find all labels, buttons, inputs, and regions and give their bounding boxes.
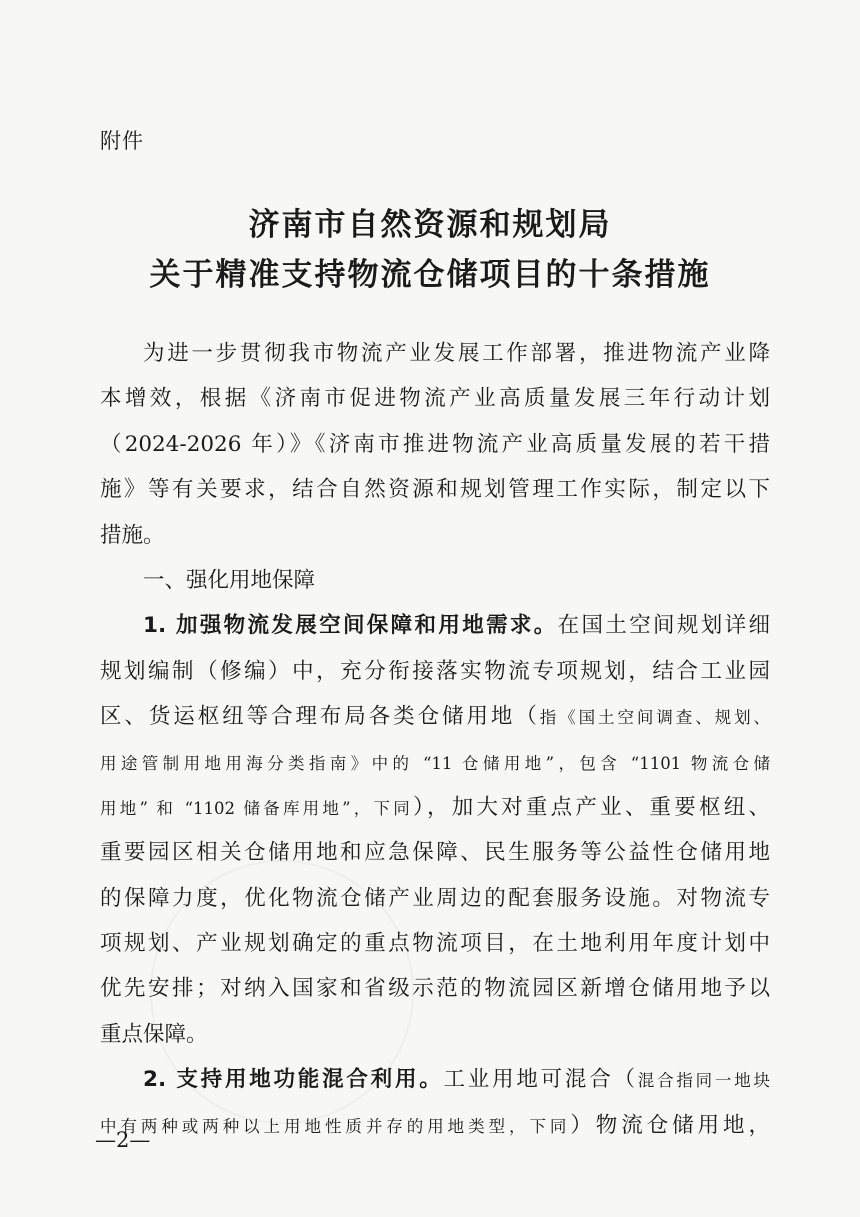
document-body	[100, 331, 770, 1148]
item-1-line: 重点保障。	[100, 1021, 208, 1047]
item-1-line	[100, 785, 770, 830]
item-1-text: 在国土空间规划详细	[557, 613, 770, 639]
item-2-text: ）物流仓储用地，	[570, 1112, 770, 1138]
item-1-heading: 1. 加强物流发展空间保障和用地需求。	[143, 613, 558, 639]
item-1-text: ），加大对重点产业、重要枢纽、	[413, 794, 770, 820]
attachment-label: 附件	[100, 129, 144, 153]
item-1-line	[100, 603, 770, 648]
item-1-line	[100, 694, 770, 739]
item-1-note: 用地” 和 “1102 储备库用地”，下同	[100, 798, 413, 818]
intro-line: （2024-2026 年）》《济南市推进物流产业高质量发展的若干措	[100, 431, 770, 457]
item-2-line	[100, 1057, 770, 1102]
document-title-line-1: 济南市自然资源和规划局	[248, 207, 612, 243]
item-2-text: 工业用地可混合（	[443, 1067, 638, 1093]
intro-line: 为进一步贯彻我市物流产业发展工作部署，推进物流产业降	[143, 341, 770, 366]
item-2-note: 中有两种或两种以上用地性质并存的用地类型，下同	[100, 1116, 571, 1136]
item-2-line	[100, 1103, 770, 1148]
item-1-line: 项规划、产业规划确定的重点物流项目，在土地利用年度计划中	[100, 931, 770, 957]
item-1-line: 优先安排；对纳入国家和省级示范的物流园区新增仓储用地予以	[100, 976, 770, 1002]
item-1-text: 区、货运枢纽等合理布局各类仓储用地（	[100, 704, 540, 730]
item-1-line	[100, 740, 770, 785]
item-1-line: 的保障力度，优化物流仓储产业周边的配套服务设施。对物流专	[100, 885, 770, 911]
document-title-line-2: 关于精准支持物流仓储项目的十条措施	[149, 257, 711, 293]
intro-line: 施》等有关要求，结合自然资源和规划管理工作实际，制定以下	[100, 477, 770, 503]
item-2-note: 混合指同一地块	[637, 1071, 770, 1091]
item-1-note: 指《国土空间调查、规划、	[539, 708, 771, 728]
intro-line: 措施。	[100, 522, 165, 548]
section-heading: 一、强化用地保障	[143, 567, 316, 593]
page-number: —2—	[95, 1128, 151, 1152]
item-1-line: 规划编制（修编）中，充分衔接落实物流专项规划，结合工业园	[100, 658, 770, 684]
item-1-note: 用途管制用地用海分类指南》中的 “11 仓储用地”，包含 “1101 物流仓储	[100, 753, 770, 773]
intro-line: 本增效，根据《济南市促进物流产业高质量发展三年行动计划	[100, 386, 770, 412]
item-1-line: 重要园区相关仓储用地和应急保障、民生服务等公益性仓储用地	[100, 840, 770, 866]
item-2-heading: 2. 支持用地功能混合利用。	[143, 1067, 444, 1093]
